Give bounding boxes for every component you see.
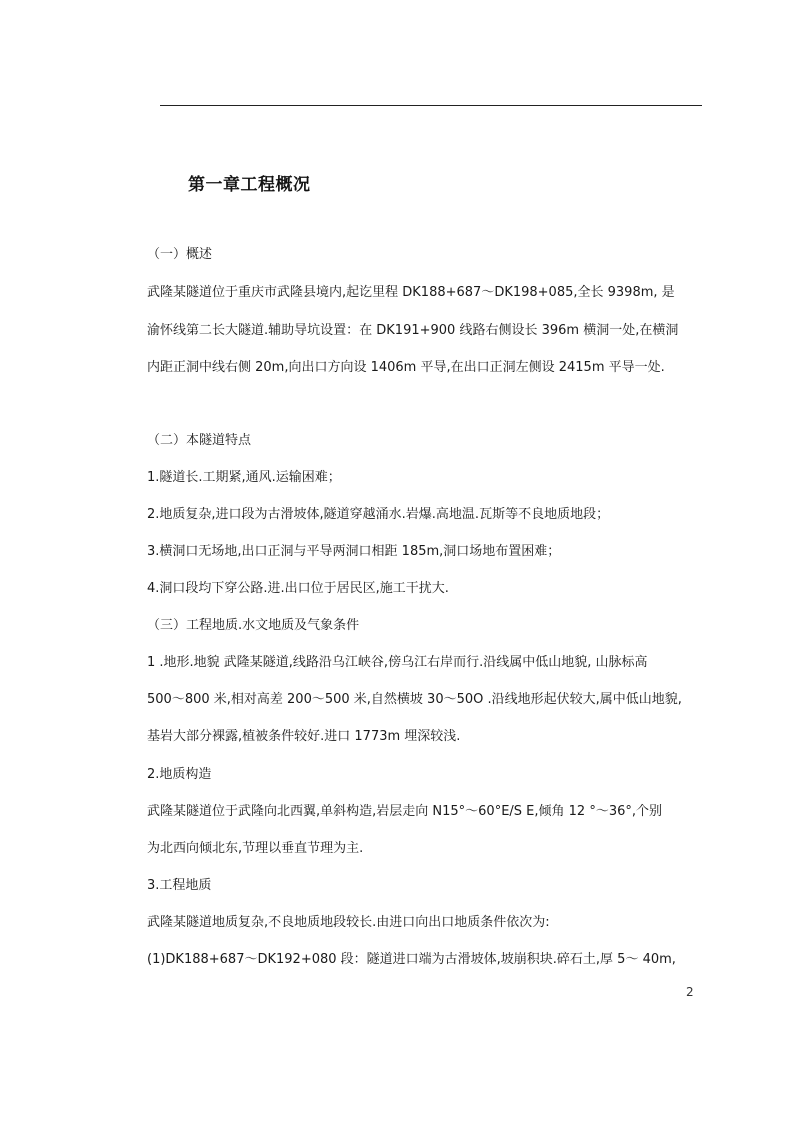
list-item: 1.隧道长.工期紧,通风.运输困难； xyxy=(147,470,341,485)
body-line: 基岩大部分裸露,植被条件较好.进口 1773m 埋深较浅. xyxy=(147,729,461,744)
body-line: 武隆某隧道地质复杂,不良地质地段较长.由进口向出口地质条件依次为: xyxy=(147,915,550,930)
section-heading-overview: （一）概述 xyxy=(147,247,213,262)
body-line: 内距正洞中线右侧 20m,向出口方向设 1406m 平导,在出口正洞左侧设 2415m 平导一处. xyxy=(147,360,665,375)
subheading-structure: 2.地质构造 xyxy=(147,767,212,782)
page-number: 2 xyxy=(686,985,694,999)
list-item: 4.洞口段均下穿公路.进.出口位于居民区,施工干扰大. xyxy=(147,581,449,596)
body-line: 500～800 米,相对高差 200～500 米,自然横坡 30～50O .沿线地形起伏较大,属中低山地貌, xyxy=(147,692,682,707)
body-line: 武隆某隧道位于重庆市武隆县境内,起讫里程 DK188+687～DK198+085,全长 9398m, 是 xyxy=(147,285,675,300)
section-heading-geology: （三）工程地质.水文地质及气象条件 xyxy=(147,618,360,633)
body-line: 渝怀线第二长大隧道.辅助导坑设置：在 DK191+900 线路右侧设长 396m 横洞一处,在横洞 xyxy=(147,323,679,338)
subheading-engineering-geology: 3.工程地质 xyxy=(147,878,212,893)
list-item: 3.横洞口无场地,出口正洞与平导两洞口相距 185m,洞口场地布置困难； xyxy=(147,544,561,559)
section-heading-features: （二）本隧道特点 xyxy=(147,433,252,448)
body-line: 为北西向倾北东,节理以垂直节理为主. xyxy=(147,841,364,856)
list-item: 2.地质复杂,进口段为古滑坡体,隧道穿越涌水.岩爆.高地温.瓦斯等不良地质地段； xyxy=(147,507,610,522)
body-line: (1)DK188+687～DK192+080 段：隧道进口端为古滑坡体,坡崩积块.碎石土,厚 5～ 40m, xyxy=(147,952,676,967)
chapter-title: 第一章工程概况 xyxy=(188,175,311,195)
header-rule xyxy=(160,105,702,106)
body-line: 1 .地形.地貌 武隆某隧道,线路沿乌江峡谷,傍乌江右岸而行.沿线属中低山地貌, 山脉标高 xyxy=(147,655,648,670)
body-line: 武隆某隧道位于武隆向北西翼,单斜构造,岩层走向 N15°～60°E/S E,倾角 12 °～36°,个别 xyxy=(147,804,663,819)
